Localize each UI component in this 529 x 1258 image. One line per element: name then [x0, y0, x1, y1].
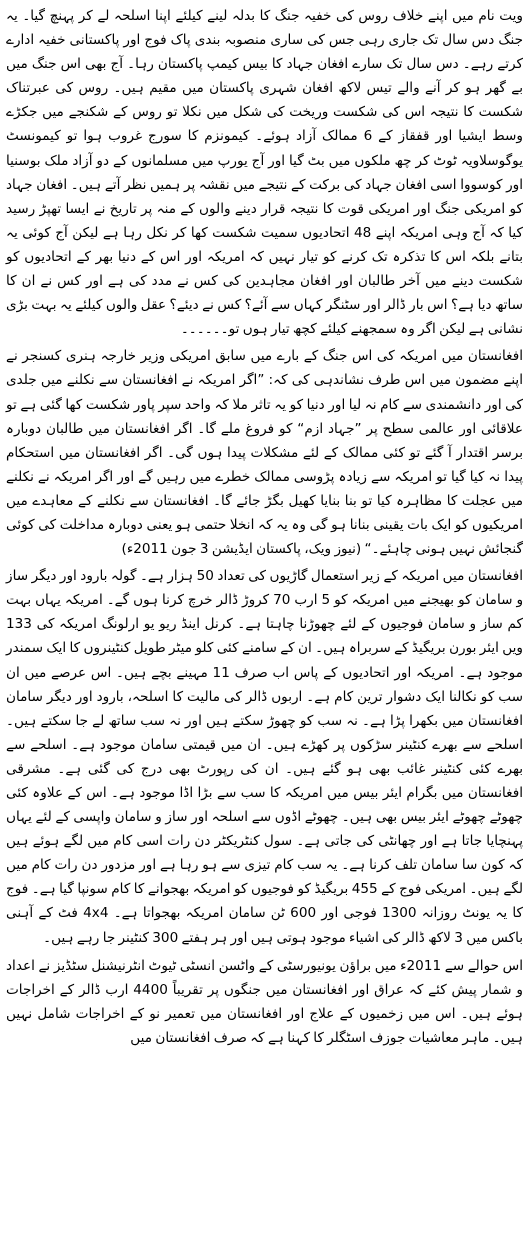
article-paragraph: اس حوالے سے 2011ء میں براؤن یونیورسٹی کے واٹسن انسٹی ٹیوٹ انٹرنیشنل سٹڈیز نے اعداد و شمار پیش کئے کہ عراق اور افغانستان میں جنگوں پر تقریباً 4400 ارب ڈالر کے اخراجات ہوئے ہیں۔ اس میں زخمیوں کے علاج اور افغانستان میں تعمیر نو کے اخراجات شامل نہیں ہیں۔ ماہر معاشیات جوزف اسٹگلر کا کہنا ہے کہ صرف افغانستان میں — [6, 957, 523, 1046]
article-paragraph: ویت نام میں اپنے خلاف روس کی خفیہ جنگ کا بدلہ لینے کیلئے اپنا اسلحہ لے کر پہنچ گیا۔ یہ جنگ دس سال تک جاری رہی جس کی ساری منصوبہ بندی پاک فوج اور پاکستانی خفیہ ادارے کرتے رہے۔ دس سال تک سارے افغان جہاد کا بیس کیمپ پاکستان رہا۔ آج بھی اس جنگ میں بے گھر ہو کر آنے والے تیس لاکھ افغان شہری پاکستان میں مقیم ہیں۔ روس کی عبرتناک شکست کا نتیجہ اس کی شکست وریخت کی شکل میں نکلا تو روس کے شکنجے میں جکڑے وسط ایشیا اور قفقاز کے 6 ممالک آزاد ہوئے۔ کیمونزم کا سورج غروب ہوا تو کیمونسٹ یوگوسلاویہ ٹوٹ کر چھ ملکوں میں بٹ گیا اور آج یورپ میں مسلمانوں کے دو آزاد ملک بوسنیا اور کوسووا اسی افغان جہاد کی برکت کے نتیجے میں نقشہ پر ہمیں نظر آتے ہیں۔ افغان جہاد کو امریکی جنگ اور امریکی قوت کا نتیجہ قرار دینے والوں کے منہ پر تاریخ نے ایسا تھپڑ رسید کیا کہ آج وہی امریکہ اپنے 48 اتحادیوں سمیت شکست کھا کر نکل رہا ہے لیکن آج کوئی یہ بتانے بلکہ اس کا تذکرہ تک کرنے کو تیار نہیں کہ امریکہ اور اس کے دنیا بھر کے اتحادیوں کو شکست دینے میں آخر طالبان اور افغان مجاہدین کی کس نے مدد کی ہے اور کس نے ان کا ساتھ دیا ہے؟ اس بار ڈالر اور سٹنگر کہاں سے آئے؟ کس نے دیئے؟ عقل والوں کیلئے یہ بہت بڑی نشانی ہے لیکن اگر وہ سمجھنے کیلئے کچھ تیار ہوں تو۔۔۔۔۔۔ — [6, 8, 523, 338]
article-paragraph: افغانستان میں امریکہ کی اس جنگ کے بارے میں سابق امریکی وزیر خارجہ ہنری کسنجر نے اپنے مضمون میں اس طرف نشاندہی کی کہ: ”اگر امریکہ نے افغانستان سے نکلنے میں جلدی کی اور دانشمندی سے کام نہ لیا اور دنیا کو یہ تاثر ملا کہ واحد سپر پاور شکست کھا گئی ہے تو علاقائی اور عالمی سطح پر ”جہاد ازم“ کو فروغ ملے گا۔ اگر افغانستان میں طالبان دوبارہ برسر اقتدار آ گئے تو کئی ممالک کے لئے مشکلات پیدا ہوں گی۔ اگر افغانستان میں استحکام پیدا نہ کیا گیا تو امریکہ سے زیادہ پڑوسی ممالک خطرے میں رہیں گے اور اگر امریکہ نے نکلنے میں عجلت کا مظاہرہ کیا تو بنا بنایا کھیل بگڑ جائے گا۔ افغانستان سے نکلنے کے معاہدے میں امریکیوں کو ایک بات یقینی بنانا ہو گی وہ یہ کہ انخلا حتمی ہو یعنی دوبارہ مداخلت کی کوئی گنجائش نہیں ہونی چاہئے۔“ (نیوز ویک، پاکستان ایڈیشن 3 جون 2011ء) — [6, 348, 523, 558]
article-paragraph: افغانستان میں امریکہ کے زیر استعمال گاڑیوں کی تعداد 50 ہزار ہے۔ گولہ بارود اور دیگر ساز و سامان کو بھیجنے میں امریکہ کو 5 ارب 70 کروڑ ڈالر خرچ کرنا ہوں گے۔ امریکہ یہاں بہت کم ساز و سامان فوجیوں کے لئے چھوڑنا چاہتا ہے۔ کرنل اینڈ ریو یو ارلونگ امریکہ کی 133 ویں ایئر بورن بریگیڈ کے سربراہ ہیں۔ ان کے سامنے کئی کلو میٹر طویل کنٹینروں کا ایک سمندر موجود ہے۔ امریکہ اور اتحادیوں کے پاس اب صرف 11 مہینے بچے ہیں۔ اس عرصے میں ان سب کو نکالنا ایک دشوار ترین کام ہے۔ اربوں ڈالر کی مالیت کا اسلحہ، بارود اور دیگر سامان افغانستان میں بکھرا پڑا ہے۔ نہ سب کو چھوڑ سکتے ہیں اور نہ سب ساتھ لے جا سکتے ہیں۔ اسلحے سے بھرے کنٹینر سڑکوں پر کھڑے ہیں۔ ان میں قیمتی سامان موجود ہے۔ اسلحے سے بھرے کئی کنٹینر غائب بھی ہو گئے ہیں۔ ان کی رپورٹ بھی درج کی گئی ہے۔ مشرقی افغانستان میں بگرام ایئر بیس میں امریکہ کا سب سے بڑا اڈا موجود ہے۔ اس کے علاوہ کئی چھوٹے چھوٹے ایئر بیس بھی ہیں۔ چھوٹے اڈوں سے اسلحہ اور ساز و سامان واپسی کے لئے یہاں پہنچایا جاتا ہے اور چھانٹی کی جاتی ہے۔ سول کنٹریکٹر دن رات اسی کام میں لگے ہوئے ہیں کہ کون سا سامان تلف کرنا ہے۔ یہ سب کام تیزی سے ہو رہا ہے اور مزدور دن رات کام میں لگے ہیں۔ امریکی فوج کے 455 بریگیڈ کو فوجیوں کو امریکہ بھجوانے کا کام سونپا گیا ہے۔ فوج کا یہ یونٹ روزانہ 1300 فوجی اور 600 ٹن سامان امریکہ بھجواتا ہے۔ 4x4 فٹ کے آہنی باکس میں 3 لاکھ ڈالر کی اشیاء موجود ہوتی ہیں اور ہر ہفتے 300 کنٹینر جا رہے ہیں۔ — [6, 568, 524, 946]
